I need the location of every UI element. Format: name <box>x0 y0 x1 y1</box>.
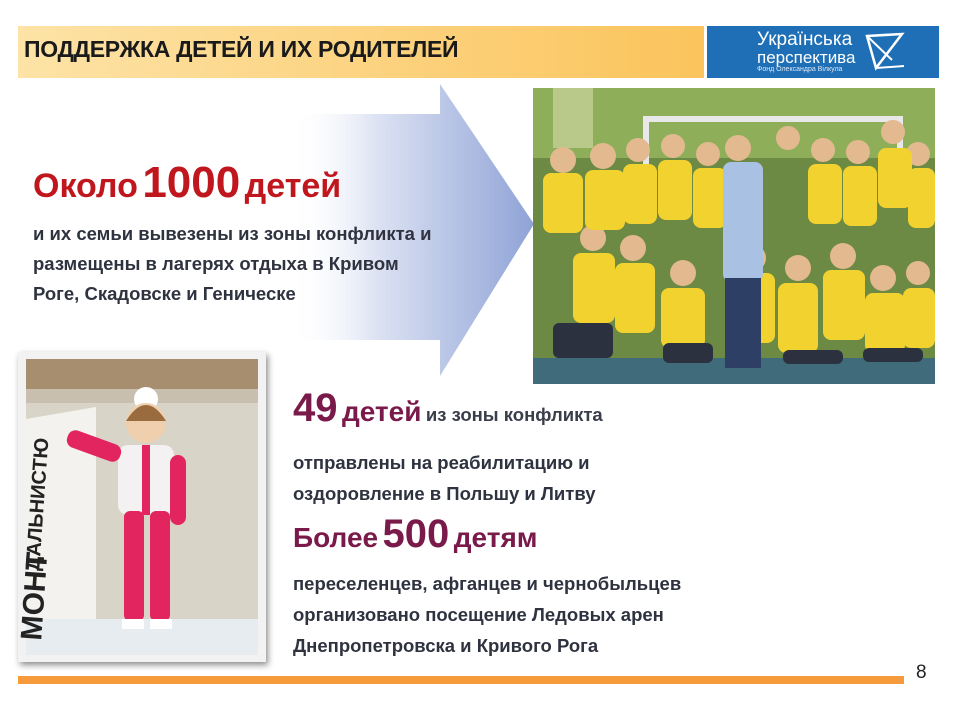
stat-500-unit: детям <box>453 522 538 553</box>
title-bar <box>18 26 704 78</box>
stat-1000-lead: Около <box>33 167 138 205</box>
svg-text:МОНТ: МОНТ <box>15 551 55 642</box>
stat-49-text: отправлены на реабилитацию и оздоровление в Польшу и Литву <box>293 452 596 504</box>
stat-49-heading <box>293 386 603 431</box>
footer-divider <box>18 676 904 684</box>
group-photo-image <box>533 88 935 384</box>
stat-1000-text: и их семьи вывезены из зоны конфликта и размещены в лагерях отдыха в Кривом Роге, Скадовске и Геническе <box>33 223 432 304</box>
stat-49-number: 49 <box>293 386 338 430</box>
logo <box>707 26 939 78</box>
stat-500-lead: Более <box>293 522 379 553</box>
logo-text-line2: перспектива <box>757 48 856 67</box>
stat-49-rest: из зоны конфликта <box>425 404 603 425</box>
stat-500-heading <box>293 512 538 557</box>
stat-1000-heading <box>33 158 341 208</box>
logo-text-line1: Українська <box>757 29 853 50</box>
group-photo <box>533 88 935 384</box>
stat-1000-number: 1000 <box>142 158 241 207</box>
stat-1000-unit: детей <box>244 167 342 205</box>
logo-text-line3: Фонд Олександра Вілкула <box>757 66 843 73</box>
stat-500-text: переселенцев, афганцев и чернобыльцев организовано посещение Ледовых арен Днепропетровска и Кривого Рога <box>293 573 682 656</box>
stat-500-number: 500 <box>382 512 450 556</box>
logo-mark-icon <box>864 32 908 72</box>
page-title: ПОДДЕРЖКА ДЕТЕЙ И ИХ РОДИТЕЛЕЙ <box>24 36 459 62</box>
ice-rink-photo <box>15 352 266 662</box>
page-number: 8 <box>916 662 927 683</box>
stat-49-unit: детей <box>341 396 422 427</box>
svg-text:ДАЛЬНИСТЮ: ДАЛЬНИСТЮ <box>22 437 54 572</box>
ice-rink-photo-image <box>15 359 258 655</box>
